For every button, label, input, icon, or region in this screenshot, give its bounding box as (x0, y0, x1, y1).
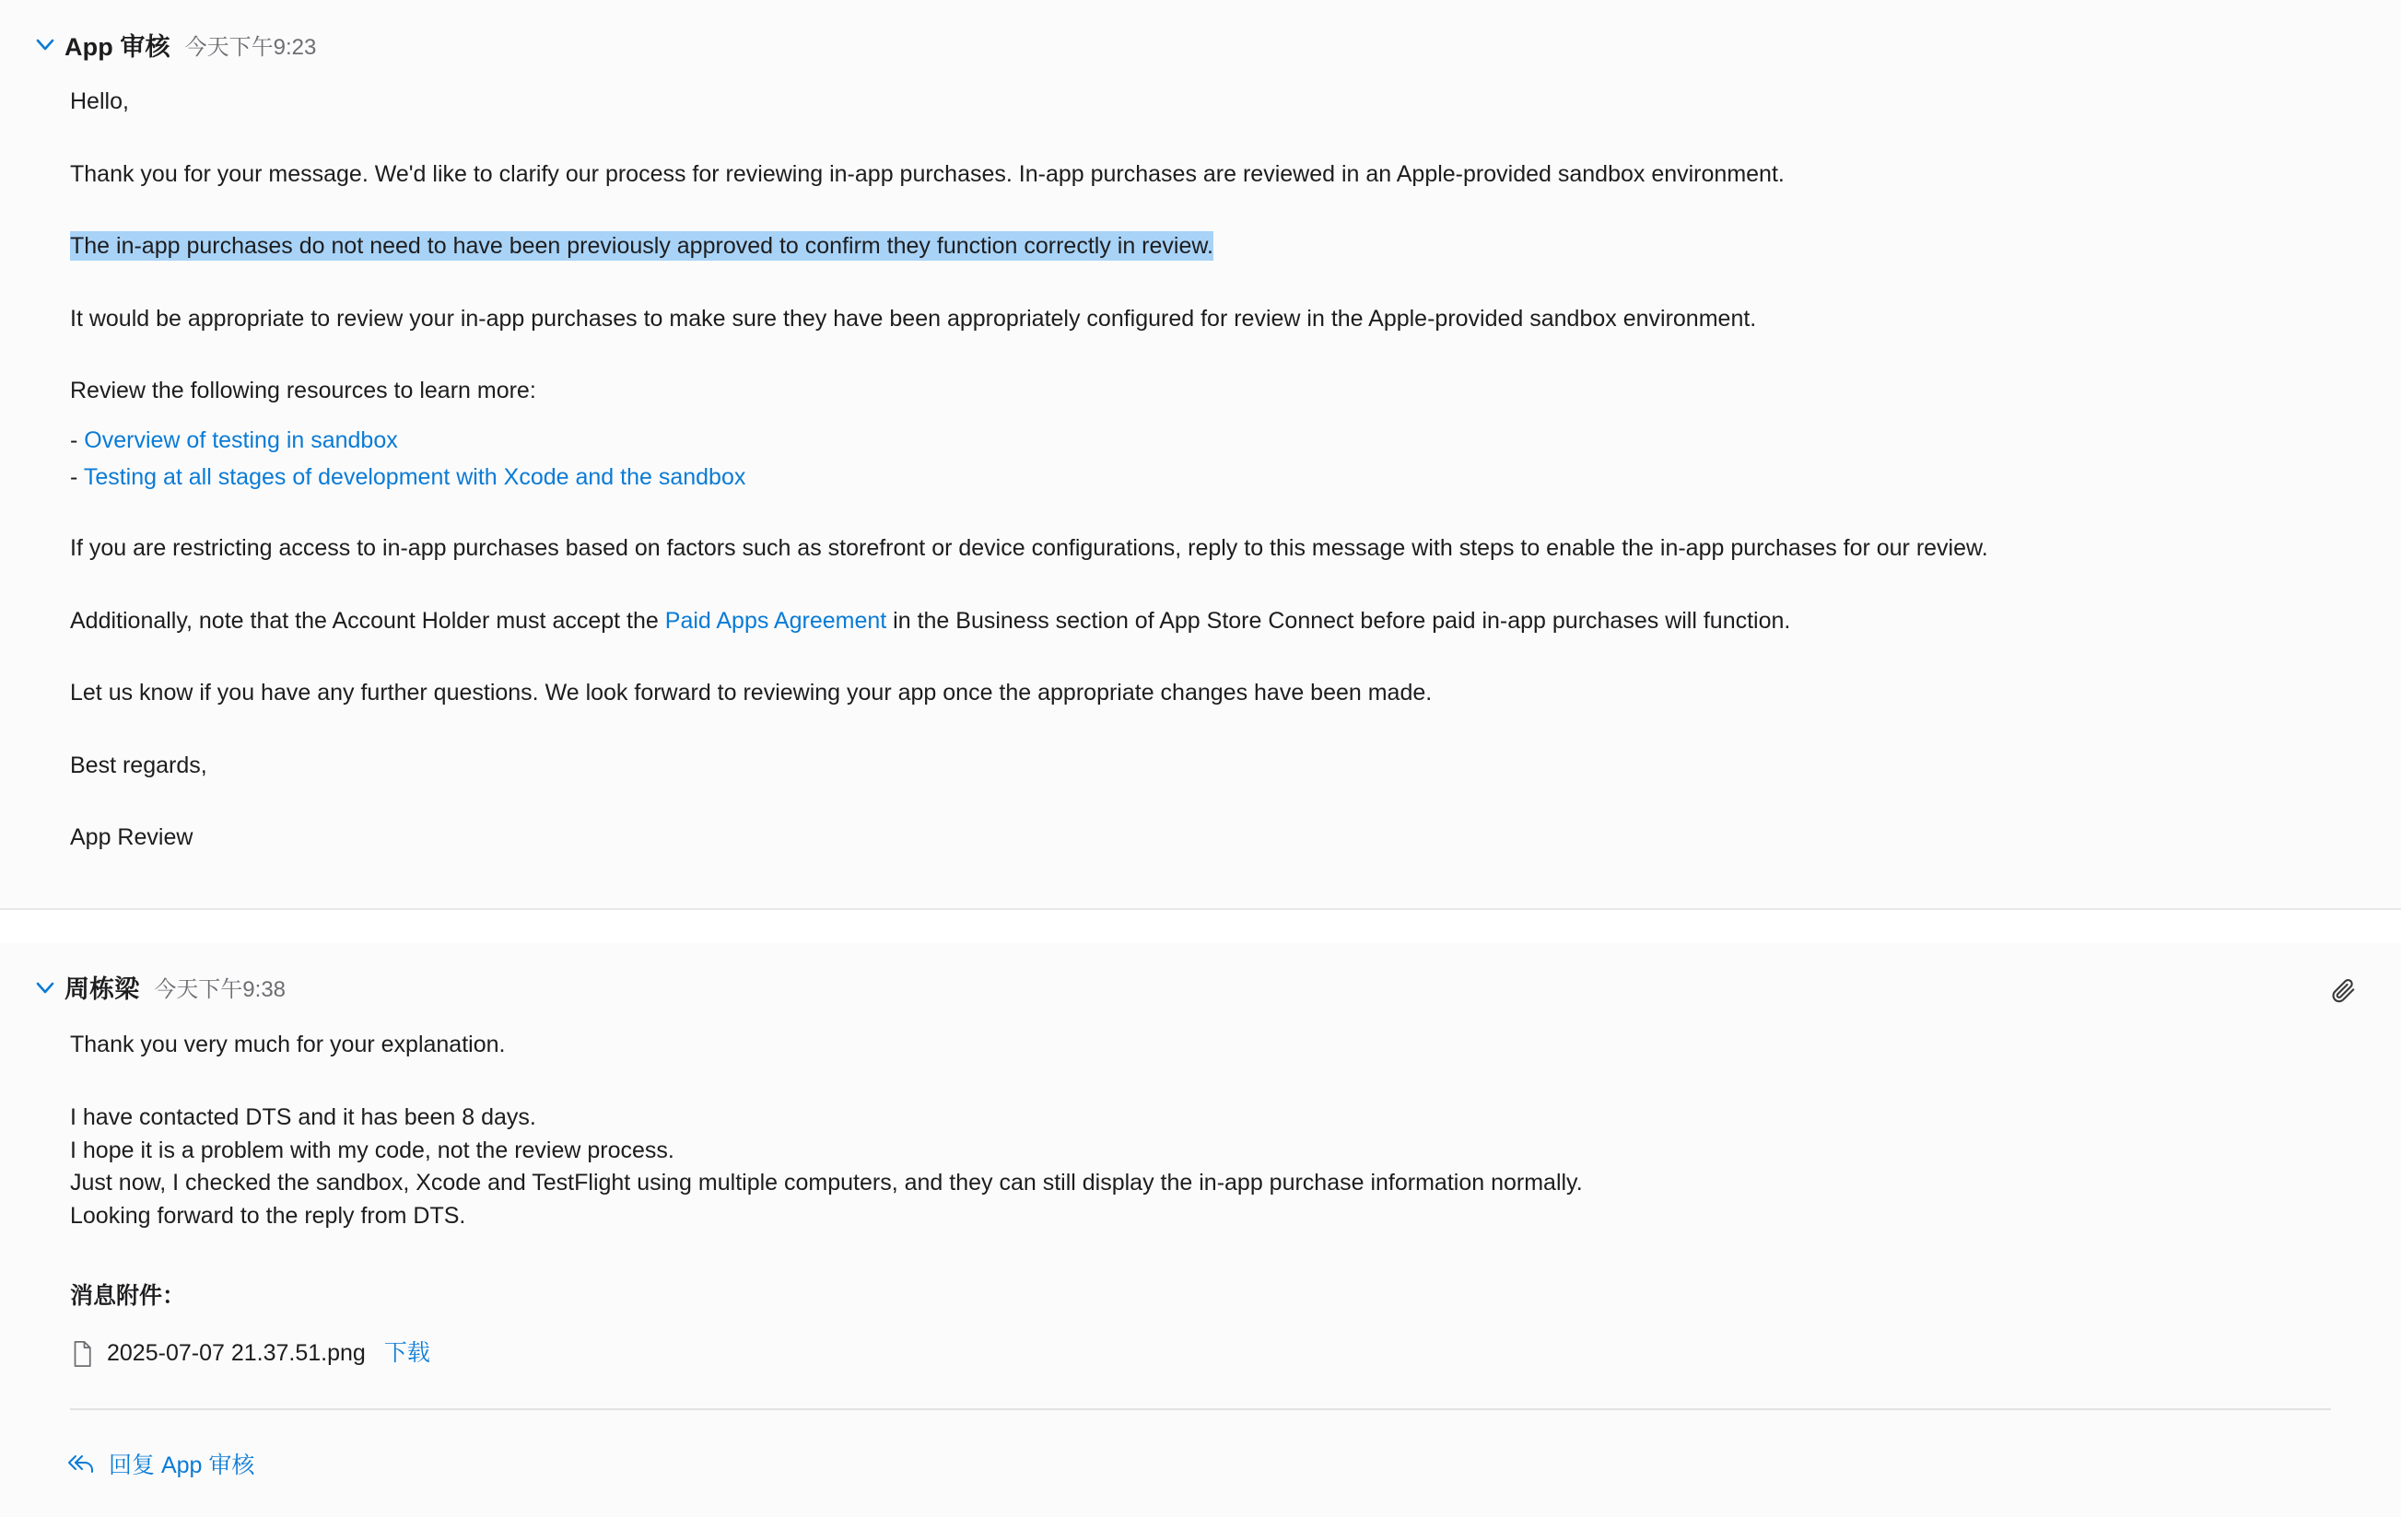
message-header (0, 28, 2401, 61)
chevron-down-icon[interactable] (33, 32, 64, 56)
message-sender: App 审核 (64, 32, 170, 61)
account-holder-post: in the Business section of App Store Connect before paid in-app purchases will function. (886, 607, 1791, 634)
message-user-reply (0, 943, 2401, 1517)
chevron-down-icon[interactable] (33, 975, 64, 999)
link-testing-all-stages-xcode[interactable]: Testing at all stages of development with Xcode and the sandbox (83, 463, 746, 490)
paragraph-configure: It would be appropriate to review your in-app purchases to make sure they have been appropriately configured for review in the Apple-provided sandbox environment. (70, 305, 1757, 332)
message-separator (0, 910, 2401, 943)
line-dts-contacted: I have contacted DTS and it has been 8 days. (70, 1104, 536, 1131)
attachment-filename: 2025-07-07 21.37.51.png (107, 1340, 366, 1367)
line-sandbox-check: Just now, I checked the sandbox, Xcode and TestFlight using multiple computers, and they can still display the in-app purchase information normally. (70, 1170, 1583, 1196)
resource-link-row-1 (70, 426, 2346, 457)
signature-text: App Review (70, 824, 193, 851)
resources-block (70, 376, 2346, 493)
paragraph-account-holder (70, 606, 2346, 636)
closing-text: Best regards, (70, 752, 207, 778)
message-timestamp: 今天下午9:38 (154, 977, 287, 1003)
attachment-row (70, 1340, 2346, 1368)
link-overview-testing-sandbox[interactable]: Overview of testing in sandbox (84, 426, 398, 453)
message-timestamp: 今天下午9:23 (184, 34, 317, 60)
paperclip-icon[interactable] (2329, 976, 2357, 1009)
attachments-heading: 消息附件： (70, 1283, 186, 1310)
dash-2: - (70, 463, 78, 490)
line-code-problem: I hope it is a problem with my code, not the review process. (70, 1137, 674, 1163)
reply-button[interactable] (0, 1447, 2401, 1480)
message-body-2 (0, 1004, 2401, 1368)
reply-icon (66, 1452, 96, 1476)
resource-link-row-2 (70, 462, 2346, 494)
message-body (0, 61, 2401, 853)
status-lines (70, 1102, 2346, 1232)
paragraph-questions: Let us know if you have any further questions. We look forward to reviewing your app once the appropriate changes have been made. (70, 680, 1433, 706)
thanks-text: Thank you very much for your explanation. (70, 1031, 506, 1057)
account-holder-pre: Additionally, note that the Account Holder must accept the (70, 607, 665, 634)
greeting-text: Hello, (70, 88, 129, 114)
line-looking-forward: Looking forward to the reply from DTS. (70, 1202, 466, 1229)
paragraph-restricting-access: If you are restricting access to in-app purchases based on factors such as storefront or device configurations, reply to this message with steps to enable the in-app purchases for our review. (70, 535, 1988, 562)
reply-label: 回复 App 审核 (109, 1452, 255, 1478)
divider (70, 1408, 2331, 1410)
message-header-2 (0, 971, 2401, 1004)
resources-intro: Review the following resources to learn more: (70, 378, 536, 403)
message-sender: 周栋梁 (64, 975, 140, 1004)
dash-1: - (70, 426, 78, 453)
link-paid-apps-agreement[interactable]: Paid Apps Agreement (664, 607, 887, 634)
paragraph-highlighted (70, 231, 2346, 262)
highlighted-sentence: The in-app purchases do not need to have been previously approved to confirm they function correctly in review. (70, 233, 1213, 259)
download-link[interactable]: 下载 (383, 1340, 430, 1367)
paragraph-clarify: Thank you for your message. We'd like to clarify our process for reviewing in-app purchases. In-app purchases are reviewed in an Apple-provided sandbox environment. (70, 160, 1785, 187)
file-icon (70, 1340, 94, 1368)
